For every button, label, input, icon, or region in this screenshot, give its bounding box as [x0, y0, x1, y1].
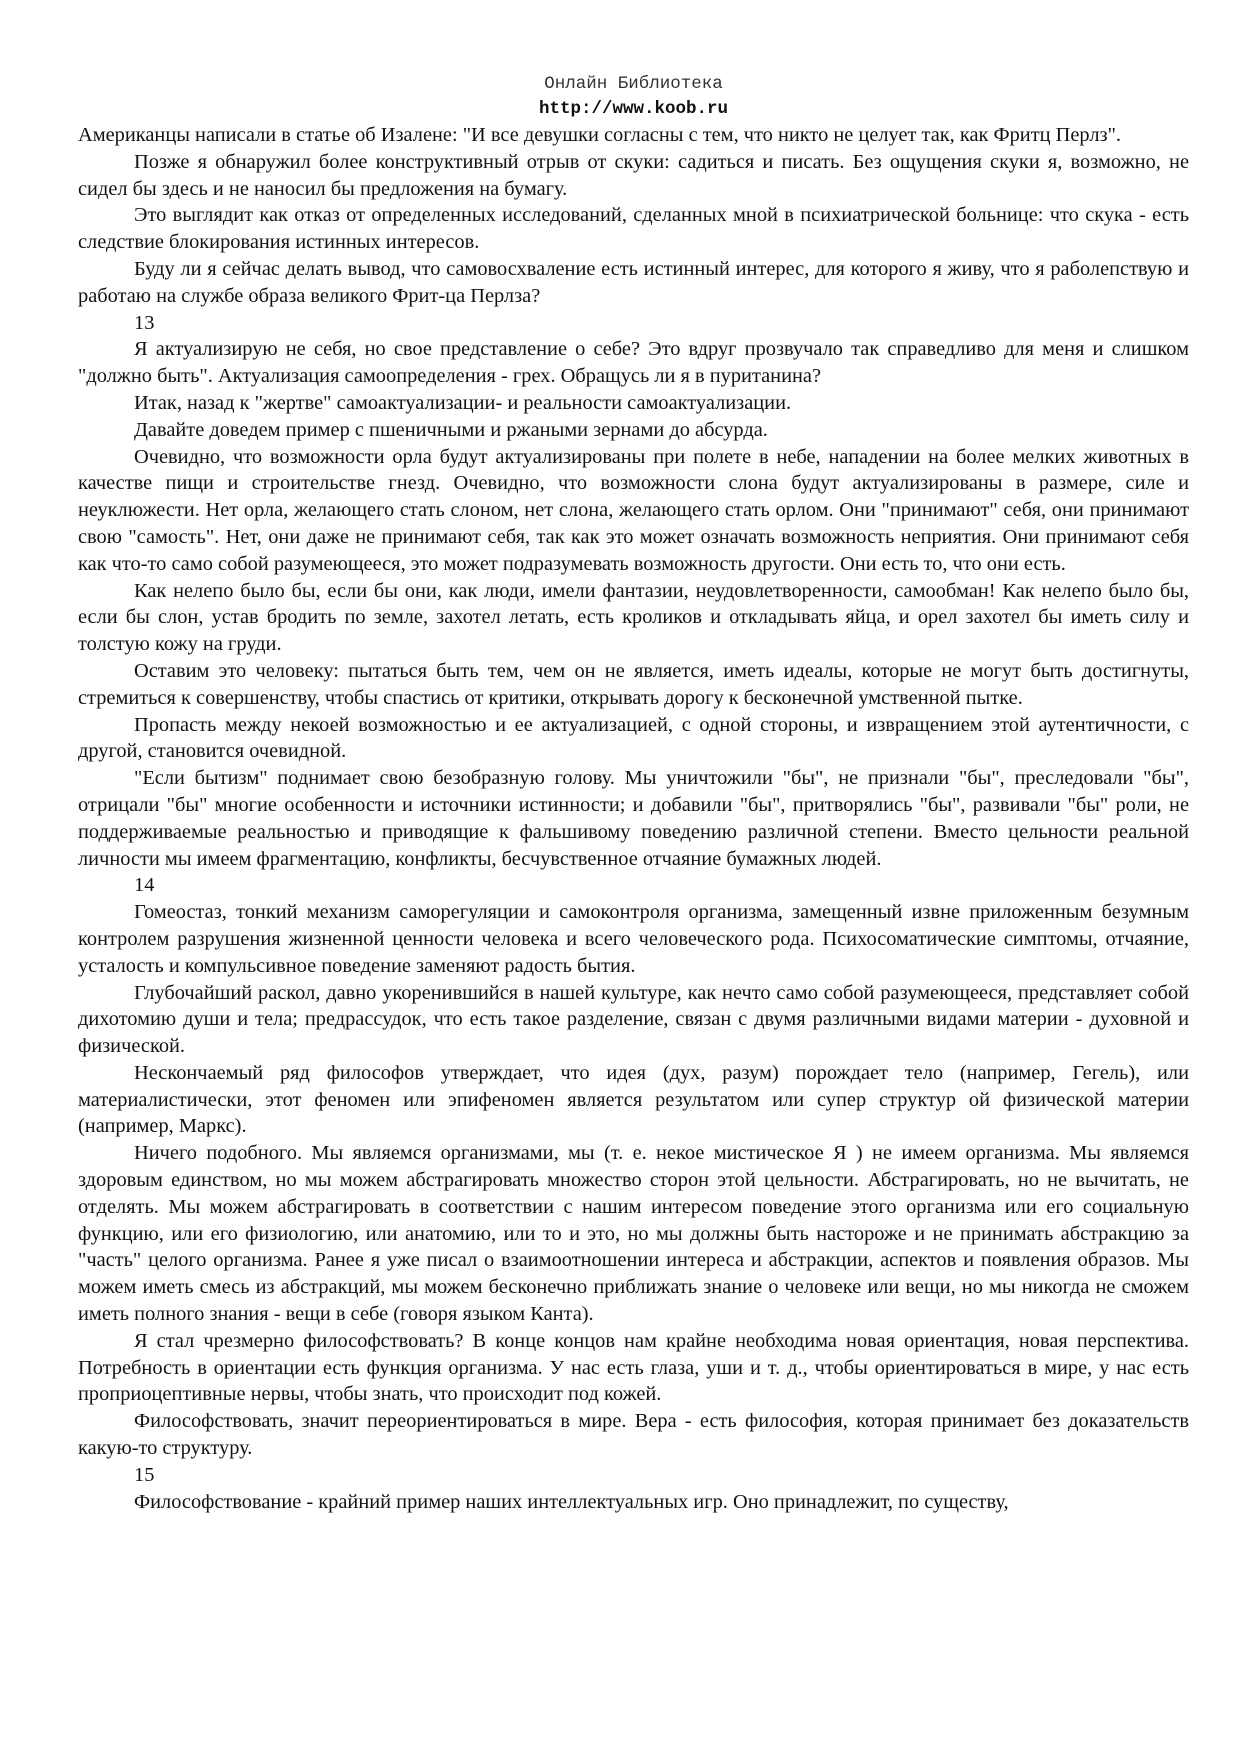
paragraph: "Если бытизм" поднимает свою безобразную голову. Мы уничтожили "бы", не признали "бы", преследовали "бы", отрицали "бы" многие особенности и источники истинности; и добавили "бы", притворялись "бы", развивали "бы" роли, не поддерживаемые реальностью и приводящие к фальшивому поведению различной степени. Вместо цельности реальной личности мы имеем фрагментацию, конфликты, бесчувственное отчаяние бумажных людей.: [78, 767, 1189, 870]
document-body: [78, 122, 1189, 1515]
paragraph: Пропасть между некоей возможностью и ее актуализацией, с одной стороны, и извращением этой аутентичности, с другой, становится очевидной.: [78, 713, 1189, 763]
paragraph: Оставим это человеку: пытаться быть тем, чем он не является, иметь идеалы, которые не могут быть достигнуты, стремиться к совершенству, чтобы спастись от критики, открывать дорогу к бесконечной умственной пытке.: [78, 659, 1189, 709]
paragraph: Нескончаемый ряд философов утверждает, что идея (дух, разум) порождает тело (например, Гегель), или материалистически, этот феномен или эпифеномен является результатом или супер структур ой физической материи (например, Маркс).: [78, 1061, 1189, 1138]
paragraph: Глубочайший раскол, давно укоренившийся в нашей культуре, как нечто само собой разумеющееся, представляет собой дихотомию души и тела; предрассудок, что есть такое разделение, связан с двумя различными видами материи - духовной и физической.: [78, 981, 1189, 1058]
paragraph: Очевидно, что возможности орла будут актуализированы при полете в небе, нападении на более мелких животных в качестве пищи и строительстве гнезд. Очевидно, что возможности слона будут актуализированы в размере, силе и неуклюжести. Нет орла, желающего стать слоном, нет слона, желающего стать орлом. Они "принимают" себя, они принимают свою "самость". Нет, они даже не принимают себя, так как это может означать возможность неприятия. Они принимают себя как что-то само собой разумеющееся, это может подразумевать возможность другости. Они есть то, что они есть.: [78, 445, 1189, 575]
paragraph: Я актуализирую не себя, но свое представление о себе? Это вдруг прозвучало так справедливо для меня и слишком "должно быть". Актуализация самоопределения - грех. Обращусь ли я в пуританина?: [78, 338, 1189, 388]
paragraph: Итак, назад к "жертве" самоактуализации- и реальности самоактуализации.: [134, 391, 792, 414]
document-page: [78, 72, 1189, 1515]
library-url[interactable]: http://www.koob.ru: [538, 99, 729, 119]
paragraph: Философствовать, значит переориентироваться в мире. Вера - есть философия, которая принимает без доказательств какую-то структуру.: [78, 1410, 1189, 1460]
paragraph: Гомеостаз, тонкий механизм саморегуляции и самоконтроля организма, замещенный извне приложенным безумным контролем разрушения жизненной ценности человека и всего человеческого рода. Психосоматические симптомы, отчаяние, усталость и компульсивное поведение заменяют радость бытия.: [78, 901, 1189, 977]
paragraph: Это выглядит как отказ от определенных исследований, сделанных мной в психиатрической больнице: что скука - есть следствие блокирования истинных интересов.: [78, 204, 1189, 254]
paragraph: Я стал чрезмерно философствовать? В конце концов нам крайне необходима новая ориентация, новая перспектива. Потребность в ориентации есть функция организма. У нас есть глаза, уши и т. д., чтобы ориентироваться в мире, у нас есть проприоцептивные нервы, чтобы знать, что происходит под кожей.: [78, 1329, 1189, 1406]
page-header: [78, 72, 1189, 122]
section-number: 13: [134, 311, 155, 334]
paragraph: Как нелепо было бы, если бы они, как люди, имели фантазии, неудовлетворенности, самообман! Как нелепо было бы, если бы слон, устав бродить по земле, захотел летать, есть кроликов и откладывать яйца, и орел захотел бы иметь силу и толстую кожу на груди.: [78, 579, 1189, 656]
paragraph: Буду ли я сейчас делать вывод, что самовосхваление есть истинный интерес, для которого я живу, что я раболепствую и работаю на службе образа великого Фрит-ца Перлза?: [78, 257, 1189, 307]
paragraph: Философствование - крайний пример наших интеллектуальных игр. Оно принадлежит, по существу,: [134, 1490, 1009, 1513]
section-number: 14: [134, 874, 155, 897]
paragraph: Ничего подобного. Мы являемся организмами, мы (т. е. некое мистическое Я ) не имеем организма. Мы являемся здоровым единством, но мы можем абстрагировать множество сторон этой цельности. Абстрагировать, но не вычитать, не отделять. Мы можем абстрагировать в соответствии с нашим интересом поведение этого организма или его социальную функцию, или его физиологию, или анатомию, или то и это, но мы должны быть настороже и не принимать абстракцию за "часть" целого организма. Ранее я уже писал о взаимоотношении интереса и абстракции, аспектов и появления образов. Мы можем иметь смесь из абстракций, мы можем бесконечно приближать знание о человеке или вещи, но мы никогда не сможем иметь полного знания - вещи в себе (говоря языком Канта).: [78, 1142, 1189, 1326]
paragraph: Американцы написали в статье об Изалене: "И все девушки согласны с тем, что никто не целует так, как Фритц Перлз".: [78, 124, 1121, 146]
paragraph: Позже я обнаружил более конструктивный отрыв от скуки: садиться и писать. Без ощущения скуки я, возможно, не сидел бы здесь и не наносил бы предложения на бумагу.: [78, 150, 1189, 200]
section-number: 15: [134, 1463, 155, 1486]
library-title: Онлайн Библиотека: [544, 74, 723, 94]
paragraph: Давайте доведем пример с пшеничными и ржаными зернами до абсурда.: [134, 418, 768, 441]
